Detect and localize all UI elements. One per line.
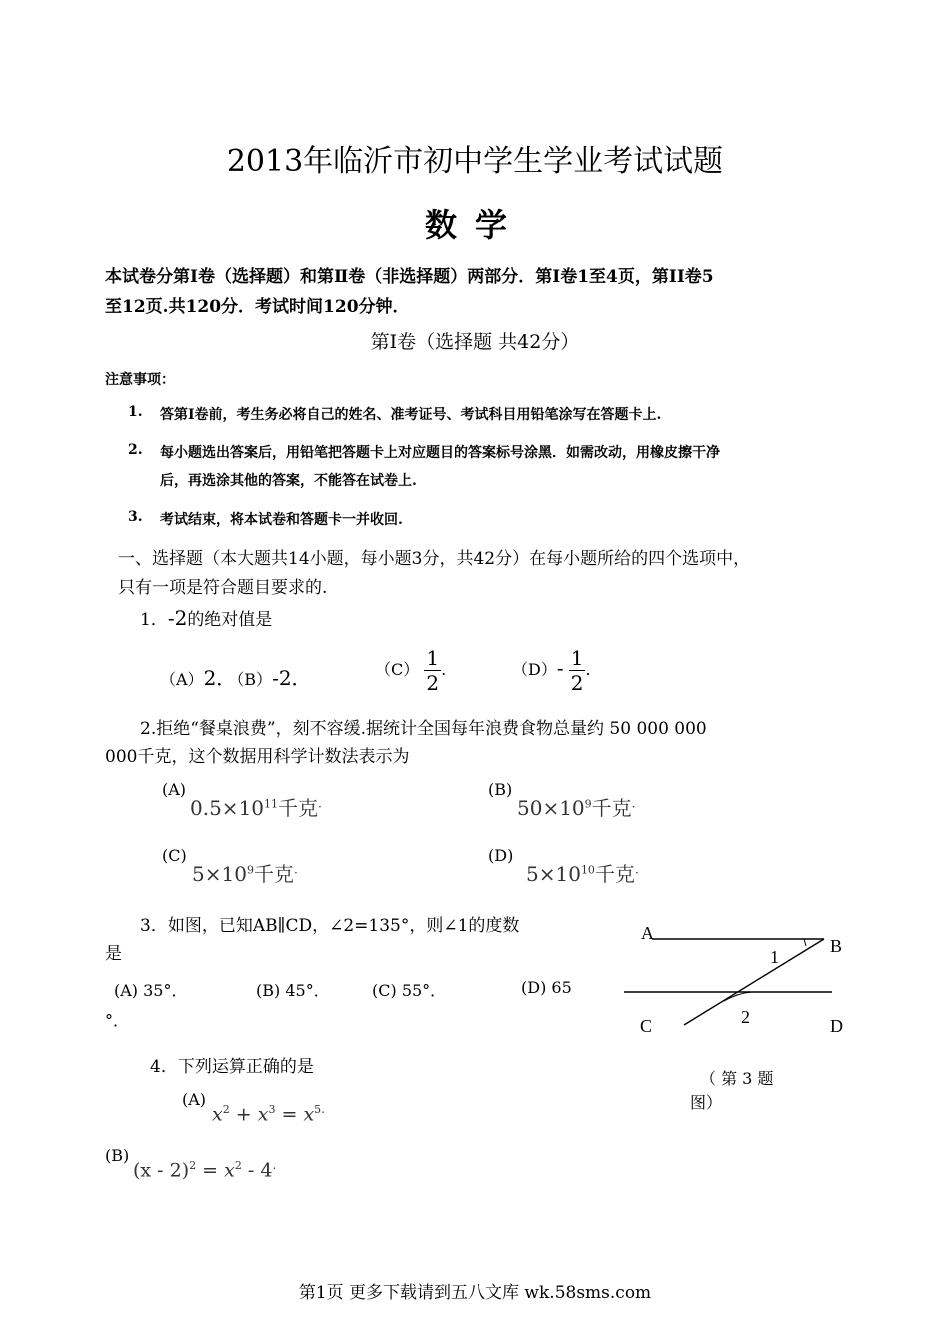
q2-line-2: 000千克，这个数据用科学计数法表示为 (105, 747, 410, 767)
note-number: 2. (128, 442, 143, 458)
q2-unit: 千克 (591, 796, 632, 820)
label-angle-2: 2 (741, 1007, 750, 1027)
q2-b-label: (B) (488, 780, 513, 799)
q3-option-c: (C) 55°． (372, 981, 447, 1000)
note-text: 考试结束，将本试卷和答题卡一并收回. (160, 512, 403, 528)
q4-a-base-3: x (303, 1103, 315, 1126)
q2-unit: 千克 (278, 796, 319, 820)
q4-a-base-2: x (257, 1103, 269, 1126)
q1-c-dot: . (441, 660, 447, 679)
q4-option-a (212, 1102, 325, 1125)
q1-option-c (375, 646, 446, 695)
transversal-line (684, 939, 824, 1025)
angle-2-arc (724, 992, 752, 1001)
q2-b-mantissa: 50×10 (517, 796, 585, 820)
q2-c-exponent: 9 (246, 863, 254, 877)
q3-option-d-tail: °． (105, 1011, 130, 1030)
label-c: C (640, 1016, 653, 1036)
q2-d-exponent: 10 (580, 863, 595, 877)
q1-expression: -2 (167, 606, 188, 630)
q2-c-label: (C) (162, 846, 187, 865)
figure-caption-line-2: 图） (690, 1093, 723, 1112)
q4-a-exp-1: 2 (222, 1103, 230, 1116)
fraction-denominator: 2 (570, 671, 584, 695)
q2-line-1: 2.拒绝“餐桌浪费”，刻不容缓.据统计全国每年浪费食物总量约 50 000 000 (140, 719, 707, 739)
q1-stem-text: 的绝对值是 (187, 610, 273, 630)
q3-option-d: (D) 65 (521, 978, 572, 997)
q2-d-mantissa: 5×10 (526, 862, 581, 886)
q4-stem: 4．下列运算正确的是 (150, 1057, 314, 1077)
q4-a-label: (A) (182, 1090, 207, 1109)
angle-1-arc (804, 939, 806, 946)
q2-option-b (517, 792, 635, 821)
fraction-denominator: 2 (426, 671, 440, 695)
q1-b-label: （B） (236, 670, 273, 689)
q1-option-d (512, 646, 591, 695)
q2-c-mantissa: 5×10 (192, 862, 247, 886)
note-text-continued: 后，再选涂其他的答案，不能答在试卷上. (160, 473, 417, 489)
fraction-numerator: 1 (426, 646, 440, 670)
q1-option-a (160, 662, 312, 691)
q3-option-b: (B) 45°． (256, 981, 330, 1000)
q4-b-base-2: x (224, 1159, 235, 1182)
q1-a-label: （A） (160, 670, 204, 689)
part1-line-2: 只有一项是符合题目要求的. (118, 578, 328, 598)
q1-d-fraction (569, 646, 586, 695)
q2-option-a (190, 792, 322, 821)
label-b: B (830, 936, 843, 956)
q1-number: 1． (140, 610, 168, 630)
part1-line-1: 一、选择题（本大题共14小题，每小题3分，共42分）在每小题所给的四个选项中， (118, 549, 751, 569)
q4-a-eq: = (275, 1103, 304, 1126)
q2-option-d (526, 858, 639, 887)
q2-dot: . (631, 796, 636, 811)
q4-b-rest: - 4 (241, 1159, 273, 1182)
q4-b-eq: = (196, 1159, 225, 1182)
q3-line-2: 是 (105, 944, 122, 964)
q2-unit: 千克 (253, 862, 294, 886)
q2-d-label: (D) (488, 846, 514, 865)
q2-dot: . (318, 796, 322, 811)
q4-a-exp-2: 3 (268, 1103, 276, 1116)
q4-a-exp-3: 5 (314, 1103, 322, 1116)
note-number: 1. (128, 404, 143, 420)
subject-title: 数学 (424, 206, 525, 244)
label-a: A (641, 923, 654, 943)
section-heading: 第Ⅰ卷（选择题 共42分） (370, 331, 580, 353)
intro-line-2: 至12页.共120分．考试时间120分钟． (105, 297, 410, 317)
q1-c-fraction (424, 646, 441, 695)
label-d: D (830, 1016, 843, 1036)
q2-b-exponent: 9 (584, 797, 592, 811)
q4-b-exp-1: 2 (189, 1159, 197, 1172)
q2-dot: . (634, 862, 639, 877)
q2-a-label: (A) (162, 780, 187, 799)
q2-a-mantissa: 0.5×10 (190, 796, 265, 820)
q4-a-dot: . (321, 1102, 325, 1116)
q1-a-value: 2． (203, 666, 237, 690)
figure-caption-line-1: （ 第 3 题 (700, 1069, 774, 1088)
q1-c-label: （C） (375, 660, 420, 679)
note-text: 答第Ⅰ卷前，考生务必将自己的姓名、准考证号、考试科目用铅笔涂写在答题卡上. (160, 407, 662, 423)
notes-heading: 注意事项： (105, 372, 175, 388)
q4-b-exp-2: 2 (234, 1159, 242, 1172)
page-footer: 第1页 更多下载请到五八文库 wk.58sms.com (298, 1283, 652, 1303)
q4-a-base-1: x (212, 1103, 223, 1126)
q2-unit: 千克 (594, 862, 635, 886)
q1-b-value: -2． (272, 666, 312, 690)
note-text: 每小题选出答案后，用铅笔把答题卡上对应题目的答案标号涂黑．如需改动，用橡皮擦干净 (160, 445, 720, 461)
q2-dot: . (293, 862, 298, 877)
q2-a-exponent: 11 (264, 797, 279, 811)
exam-intro (105, 262, 835, 322)
q4-option-b (133, 1158, 276, 1181)
note-number: 3. (128, 509, 143, 525)
q1-d-label: （D） (512, 660, 557, 679)
label-angle-1: 1 (770, 947, 779, 967)
q4-b-dot: . (272, 1158, 277, 1172)
q4-a-op: + (229, 1103, 258, 1126)
q2-option-c (192, 858, 298, 887)
question-1-stem (140, 605, 272, 630)
fraction-numerator: 1 (570, 646, 584, 670)
q1-d-minus: - (556, 656, 564, 680)
q1-d-dot: . (585, 660, 591, 679)
q4-b-label: (B) (105, 1146, 130, 1165)
q3-line-1: 3．如图，已知AB∥CD，∠2=135°，则∠1的度数 (140, 916, 520, 936)
q4-b-left: (x - 2) (133, 1159, 190, 1182)
intro-line-1: 本试卷分第Ⅰ卷（选择题）和第Ⅱ卷（非选择题）两部分．第Ⅰ卷1至4页，第II卷5 (105, 267, 714, 287)
exam-title: 2013年临沂市初中学生学业考试试题 (226, 144, 724, 179)
q3-figure (600, 910, 860, 1050)
q3-option-a: (A) 35°． (114, 981, 188, 1000)
